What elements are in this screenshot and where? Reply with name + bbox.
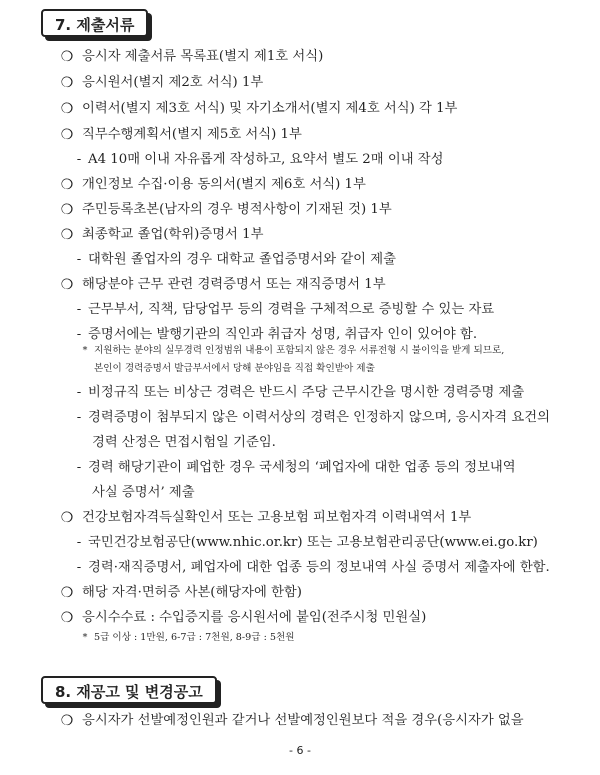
dash-bullet-icon: - <box>76 410 82 425</box>
list-item: ❍ 응시자 제출서류 목록표(별지 제1호 서식) <box>0 46 600 68</box>
list-item: - 경력·재직증명서, 폐업자에 대한 업종 등의 정보내역 사실 증명서 제출자에 한함. <box>0 557 600 579</box>
note-item: * 지원하는 분야의 실무경력 인정범위 내용이 포함되지 않은 경우 서류전형 시 불이익을 받게 되므로, <box>0 343 600 359</box>
circle-bullet-icon: ❍ <box>60 277 74 293</box>
list-item: ❍ 직무수행계획서(별지 제5호 서식) 1부 <box>0 124 600 146</box>
circle-bullet-icon: ❍ <box>60 202 74 218</box>
circle-bullet-icon: ❍ <box>60 49 74 65</box>
list-item: ❍ 해당분야 근무 관련 경력증명서 또는 재직증명서 1부 <box>0 274 600 296</box>
circle-bullet-icon: ❍ <box>60 101 74 117</box>
list-item: - 비정규직 또는 비상근 경력은 반드시 주당 근무시간을 명시한 경력증명 제출 <box>0 382 600 404</box>
list-item: - 국민건강보험공단(www.nhic.or.kr) 또는 고용보험관리공단(www.ei.go.kr) <box>0 532 600 554</box>
list-item: ❍ 주민등록초본(남자의 경우 병적사항이 기재된 것) 1부 <box>0 199 600 221</box>
dash-bullet-icon: - <box>76 302 82 317</box>
list-item: - 대학원 졸업자의 경우 대학교 졸업증명서와 같이 제출 <box>0 249 600 271</box>
dash-bullet-icon: - <box>76 460 82 475</box>
dash-bullet-icon: - <box>76 535 82 550</box>
list-item: ❍ 건강보험자격득실확인서 또는 고용보험 피보험자격 이력내역서 1부 <box>0 507 600 529</box>
list-item-continuation: 사실 증명서’ 제출 <box>92 485 195 500</box>
circle-bullet-icon: ❍ <box>60 227 74 243</box>
circle-bullet-icon: ❍ <box>60 177 74 193</box>
circle-bullet-icon: ❍ <box>60 127 74 143</box>
page-number: - 6 - <box>289 744 311 757</box>
section-8-heading: 8. 재공고 및 변경공고 <box>41 676 217 704</box>
section-7-heading: 7. 제출서류 <box>41 9 148 37</box>
dash-bullet-icon: - <box>76 560 82 575</box>
dash-bullet-icon: - <box>76 152 82 167</box>
list-item: ❍ 응시자가 선발예정인원과 같거나 선발예정인원보다 적을 경우(응시자가 없을 <box>0 710 600 732</box>
circle-bullet-icon: ❍ <box>60 75 74 91</box>
list-item: ❍ 최종학교 졸업(학위)증명서 1부 <box>0 224 600 246</box>
dash-bullet-icon: - <box>76 252 82 267</box>
list-item: ❍ 이력서(별지 제3호 서식) 및 자기소개서(별지 제4호 서식) 각 1부 <box>0 98 600 120</box>
circle-bullet-icon: ❍ <box>60 610 74 626</box>
list-item: - 경력증명이 첨부되지 않은 이력서상의 경력은 인정하지 않으며, 응시자격 요건의 <box>0 407 600 429</box>
list-item: - A4 10매 이내 자유롭게 작성하고, 요약서 별도 2매 이내 작성 <box>0 149 600 171</box>
circle-bullet-icon: ❍ <box>60 510 74 526</box>
note-item: * 5급 이상 : 1만원, 6-7급 : 7천원, 8-9급 : 5천원 <box>0 630 600 646</box>
note-item-continuation: 본인이 경력증명서 발급부서에서 당해 분야임을 직접 확인받아 제출 <box>94 363 375 374</box>
list-item-continuation: 경력 산정은 면접시험일 기준임. <box>92 435 276 450</box>
circle-bullet-icon: ❍ <box>60 713 74 729</box>
circle-bullet-icon: ❍ <box>60 585 74 601</box>
list-item: ❍ 응시수수료 : 수입증지를 응시원서에 붙임(전주시청 민원실) <box>0 607 600 629</box>
list-item: ❍ 개인정보 수집·이용 동의서(별지 제6호 서식) 1부 <box>0 174 600 196</box>
list-item: ❍ 해당 자격·면허증 사본(해당자에 한함) <box>0 582 600 604</box>
list-item: - 근무부서, 직책, 담당업무 등의 경력을 구체적으로 증빙할 수 있는 자료 <box>0 299 600 321</box>
dash-bullet-icon: - <box>76 327 82 342</box>
list-item: - 경력 해당기관이 폐업한 경우 국세청의 ‘폐업자에 대한 업종 등의 정보내역 <box>0 457 600 479</box>
list-item: ❍ 응시원서(별지 제2호 서식) 1부 <box>0 72 600 94</box>
asterisk-icon: * <box>82 345 88 356</box>
asterisk-icon: * <box>82 632 88 643</box>
list-item: - 증명서에는 발행기관의 직인과 취급자 성명, 취급자 인이 있어야 함. <box>0 324 600 346</box>
dash-bullet-icon: - <box>76 385 82 400</box>
